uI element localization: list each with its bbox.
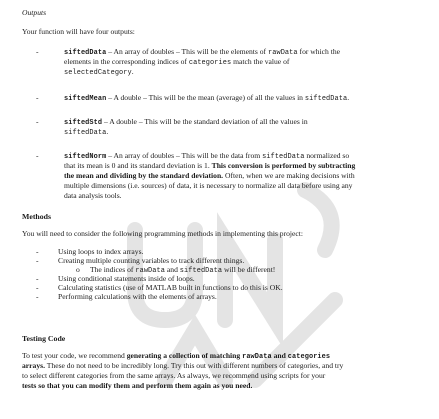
output-sifted-data-line3: selectedCategory. (64, 67, 134, 77)
bullet-dash: - (36, 247, 39, 256)
method-item: Performing calculations with the elements of arrays. (58, 292, 217, 301)
output-sifted-norm-line5: data analysis tools. (64, 191, 122, 200)
output-sifted-norm-line2: that its mean is 0 and its standard deviation is 1. This conversion is performed by subtracting (64, 161, 356, 170)
bullet-dash: - (36, 117, 39, 126)
testing-line3: to select different categories from the same arrays. As always, we recommend using scripts for your (22, 371, 326, 380)
method-item: Using conditional statements inside of loops. (58, 274, 195, 283)
bullet-dash: - (36, 151, 39, 160)
output-sifted-norm-line1: siftedNorm – An array of doubles – This will be the data from siftedData normalized so (64, 151, 350, 161)
var-sifted-data: siftedData (64, 49, 107, 57)
method-item: Using loops to index arrays. (58, 247, 144, 256)
output-sifted-std-line1: siftedStd – A double – This will be the standard deviation of all the values in (64, 117, 308, 127)
output-sifted-norm-line3: the mean and dividing by the standard deviation. Often, when we are making decisions with (64, 171, 355, 180)
bullet-dash: - (36, 274, 39, 283)
bullet-dash: - (36, 256, 39, 265)
method-sub-item: The indices of rawData and siftedData will be different! (90, 265, 276, 275)
outputs-heading: Outputs (22, 8, 47, 17)
method-item: Calculating statistics (use of MATLAB built in functions to do this is OK. (58, 283, 283, 292)
output-sifted-std-line2: siftedData. (64, 127, 109, 137)
output-sifted-data-line2: elements in the corresponding indices of categories match the value of (64, 57, 290, 67)
outputs-intro: Your function will have four outputs: (22, 27, 135, 36)
bullet-dash: - (36, 93, 39, 102)
testing-line2: arrays. These do not need to be incredibly long. Try this out with different numbers of categories, and try (22, 361, 344, 370)
output-sifted-norm-line4: multiple dimensions (i.e. sources) of data, it is necessary to normalize all data before using any (64, 181, 353, 190)
testing-heading: Testing Code (22, 334, 66, 343)
output-sifted-mean: siftedMean – A double – This will be the mean (average) of all the values in siftedData. (64, 93, 350, 103)
methods-heading: Methods (22, 212, 52, 221)
testing-line1: To test your code, we recommend generating a collection of matching rawData and categories (22, 351, 331, 361)
output-sifted-data-line1: siftedData – An array of doubles – This will be the elements of rawData for which the (64, 47, 341, 57)
methods-intro: You will need to consider the following programming methods in implementing this project: (22, 229, 304, 238)
method-item: Creating multiple counting variables to track different things. (58, 256, 245, 265)
bullet-dash: - (36, 47, 39, 56)
testing-line4: tests so that you can modify them and perform them again as you need. (22, 381, 253, 390)
sub-bullet: o (76, 265, 80, 274)
bullet-dash: - (36, 292, 39, 301)
bullet-dash: - (36, 283, 39, 292)
